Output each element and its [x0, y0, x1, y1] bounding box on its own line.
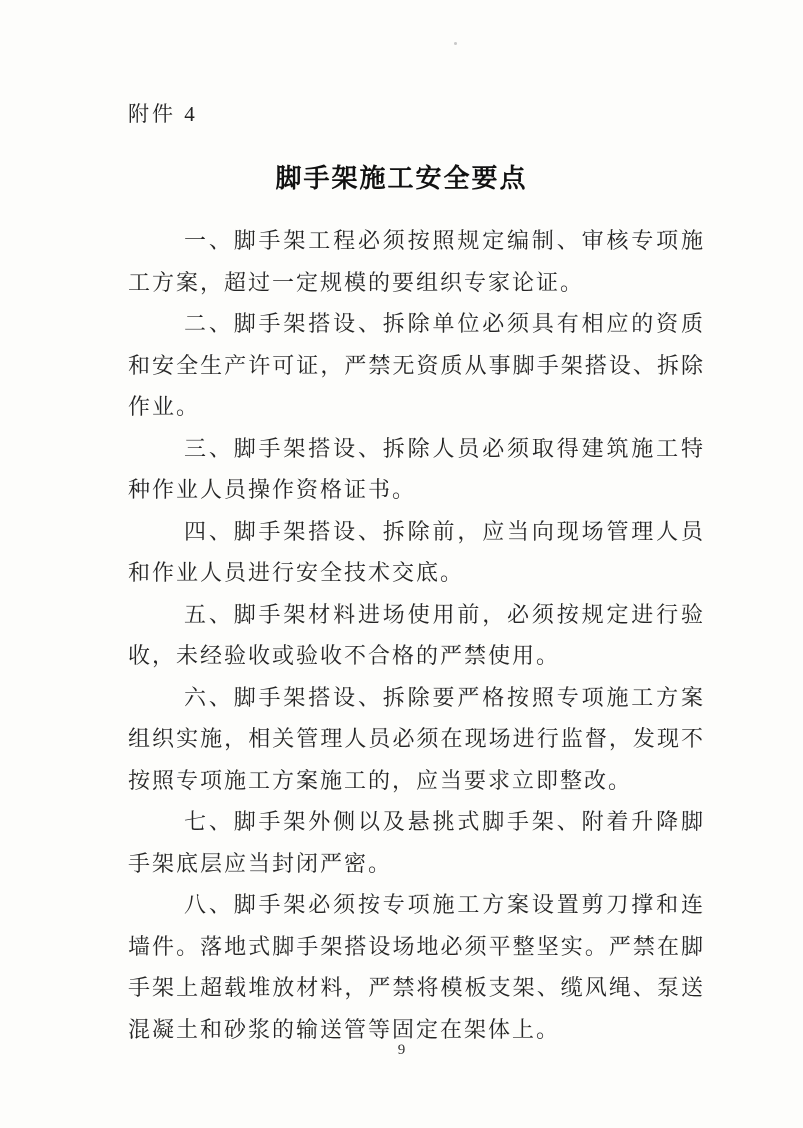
document-body — [128, 220, 705, 1050]
document-title: 脚手架施工安全要点 — [275, 164, 528, 194]
page-number: 9 — [397, 1042, 406, 1058]
paragraph-6: 六、脚手架搭设、拆除要严格按照专项施工方案组织实施，相关管理人员必须在现场进行监督，发现不按照专项施工方案施工的，应当要求立即整改。 — [128, 684, 705, 793]
paragraph-7: 七、脚手架外侧以及悬挑式脚手架、附着升降脚手架底层应当封闭严密。 — [128, 809, 705, 876]
paragraph-4: 四、脚手架搭设、拆除前，应当向现场管理人员和作业人员进行安全技术交底。 — [128, 518, 705, 585]
paragraph-1: 一、脚手架工程必须按照规定编制、审核专项施工方案，超过一定规模的要组织专家论证。 — [128, 228, 705, 295]
paragraph-8: 八、脚手架必须按专项施工方案设置剪刀撑和连墙件。落地式脚手架搭设场地必须平整坚实。严禁在脚手架上超载堆放材料，严禁将模板支架、缆风绳、泵送混凝土和砂浆的输送管等固定在架体上。 — [128, 892, 705, 1042]
paragraph-5: 五、脚手架材料进场使用前，必须按规定进行验收，未经验收或验收不合格的严禁使用。 — [128, 601, 705, 668]
paragraph-2: 二、脚手架搭设、拆除单位必须具有相应的资质和安全生产许可证，严禁无资质从事脚手架搭设、拆除作业。 — [128, 311, 705, 419]
paragraph-3: 三、脚手架搭设、拆除人员必须取得建筑施工特种作业人员操作资格证书。 — [128, 435, 705, 502]
attachment-label: 附件 4 — [128, 102, 198, 126]
scan-speck — [454, 42, 457, 45]
